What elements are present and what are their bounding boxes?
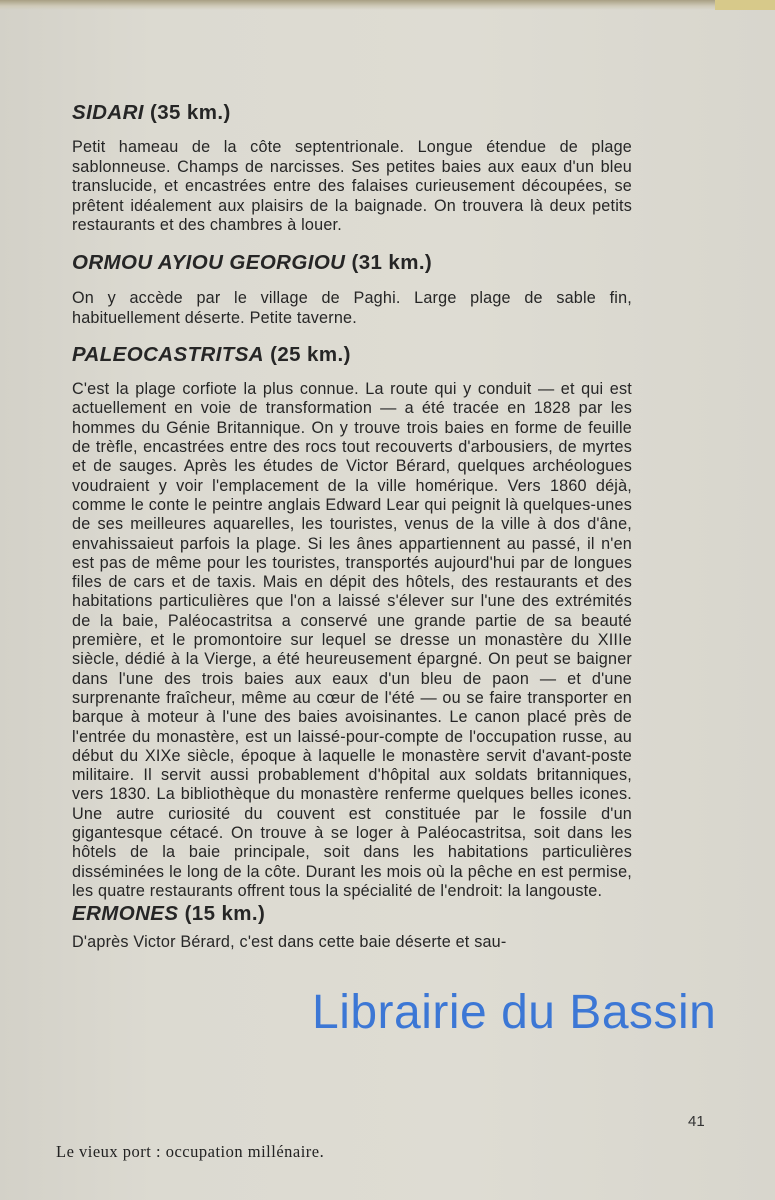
- page-top-edge: [0, 0, 775, 10]
- section-heading: [72, 901, 632, 927]
- watermark: Librairie du Bassin: [312, 986, 717, 1039]
- section-text: On y accède par le village de Paghi. Large plage de sable fin, habituellement déserte. Petite taverne.: [72, 288, 632, 327]
- page-number: 41: [688, 1113, 705, 1130]
- place-name: ORMOU AYIOU GEORGIOU: [72, 250, 346, 274]
- section-text: Petit hameau de la côte septentrionale. Longue étendue de plage sablonneuse. Champs de narcisses. Ses petites baies aux eaux d'un bleu translucide, et encastrées entre des falaises curieusement découpées, se prêtent idéalement aux plaisirs de la baignade. On trouvera là deux petits restaurants et des chambres à louer.: [72, 138, 632, 235]
- section-heading: [72, 100, 632, 126]
- section-text: C'est la plage corfiote la plus connue. La route qui y conduit — et qui est actuellement en voie de transformation — a été tracée en 1828 par les hommes du Génie Britannique. On y trouve trois baies en forme de feuille de trèfle, encastrées entre des rocs tout recouverts d'arbousiers, de myrtes et de sauges. Après les études de Victor Bérard, quelques archéologues voudraient y voir l'emplacement de la ville homérique. Vers 1860 déjà, comme le conte le peintre anglais Edward Lear qui peignit là quelques-unes de ses meilleures aquarelles, les touristes, venus de la ville à dos d'âne, envahissaieut parfois la plage. Si les ânes appartiennent au passé, il n'en est pas de même pour les touristes, transportés aujourd'hui par de longues files de cars et de taxis. Mais en dépit des hôtels, des restaurants et des habitations particulières que l'on a laissé s'élever sur l'une des extrémités de la baie, Paléocastritsa a conservé une grande partie de sa beauté première, et le promontoire sur lequel se dresse un monastère du XIIIe siècle, dédié à la Vierge, a été heureusement épargné. On peut se baigner dans l'une des trois baies aux eaux d'un bleu de paon — et d'une surprenante fraîcheur, même au cœur de l'été — ou se faire transporter en barque à moteur à l'une des baies avoisinantes. Le canon placé près de l'entrée du monastère, est un laissé-pour-compte de l'occupation russe, au début du XIXe siècle, époque à laquelle le monastère servit d'avant-poste militaire. Il servit aussi probablement d'hôpital aux soldats britanniques, vers 1830. La bibliothèque du monastère renferme quelques belles icones. Une autre curiosité du couvent est constituée par le fossile d'un gigantesque cétacé. On trouve à se loger à Paléocastritsa, soit dans les hôtels de la baie principale, soit dans les habitations particulières disséminées le long de la côte. Durant les mois où la pêche en est permise, les quatre restaurants offrent tous la spécialité de l'endroit: la langouste.: [72, 380, 632, 900]
- place-distance: (25 km.): [270, 343, 351, 367]
- section-text: D'après Victor Bérard, c'est dans cette baie déserte et sau-: [72, 933, 507, 952]
- cover-edge: [715, 0, 775, 10]
- page-content: [72, 100, 632, 953]
- place-name: ERMONES: [72, 902, 179, 926]
- section-sidari: [72, 100, 632, 236]
- place-name: SIDARI: [72, 101, 144, 124]
- place-name: PALEOCASTRITSA: [72, 343, 265, 367]
- place-distance: (35 km.): [150, 101, 231, 124]
- photo-caption: Le vieux port : occupation millénaire.: [56, 1142, 325, 1161]
- place-distance: (15 km.): [184, 902, 266, 926]
- section-ormou-ayiou-georgiou: [72, 250, 632, 328]
- place-distance: (31 km.): [351, 250, 433, 274]
- section-heading: [72, 250, 632, 276]
- section-paleocastritsa: [72, 342, 632, 901]
- section-heading: [72, 342, 632, 368]
- section-ermones: [72, 901, 632, 953]
